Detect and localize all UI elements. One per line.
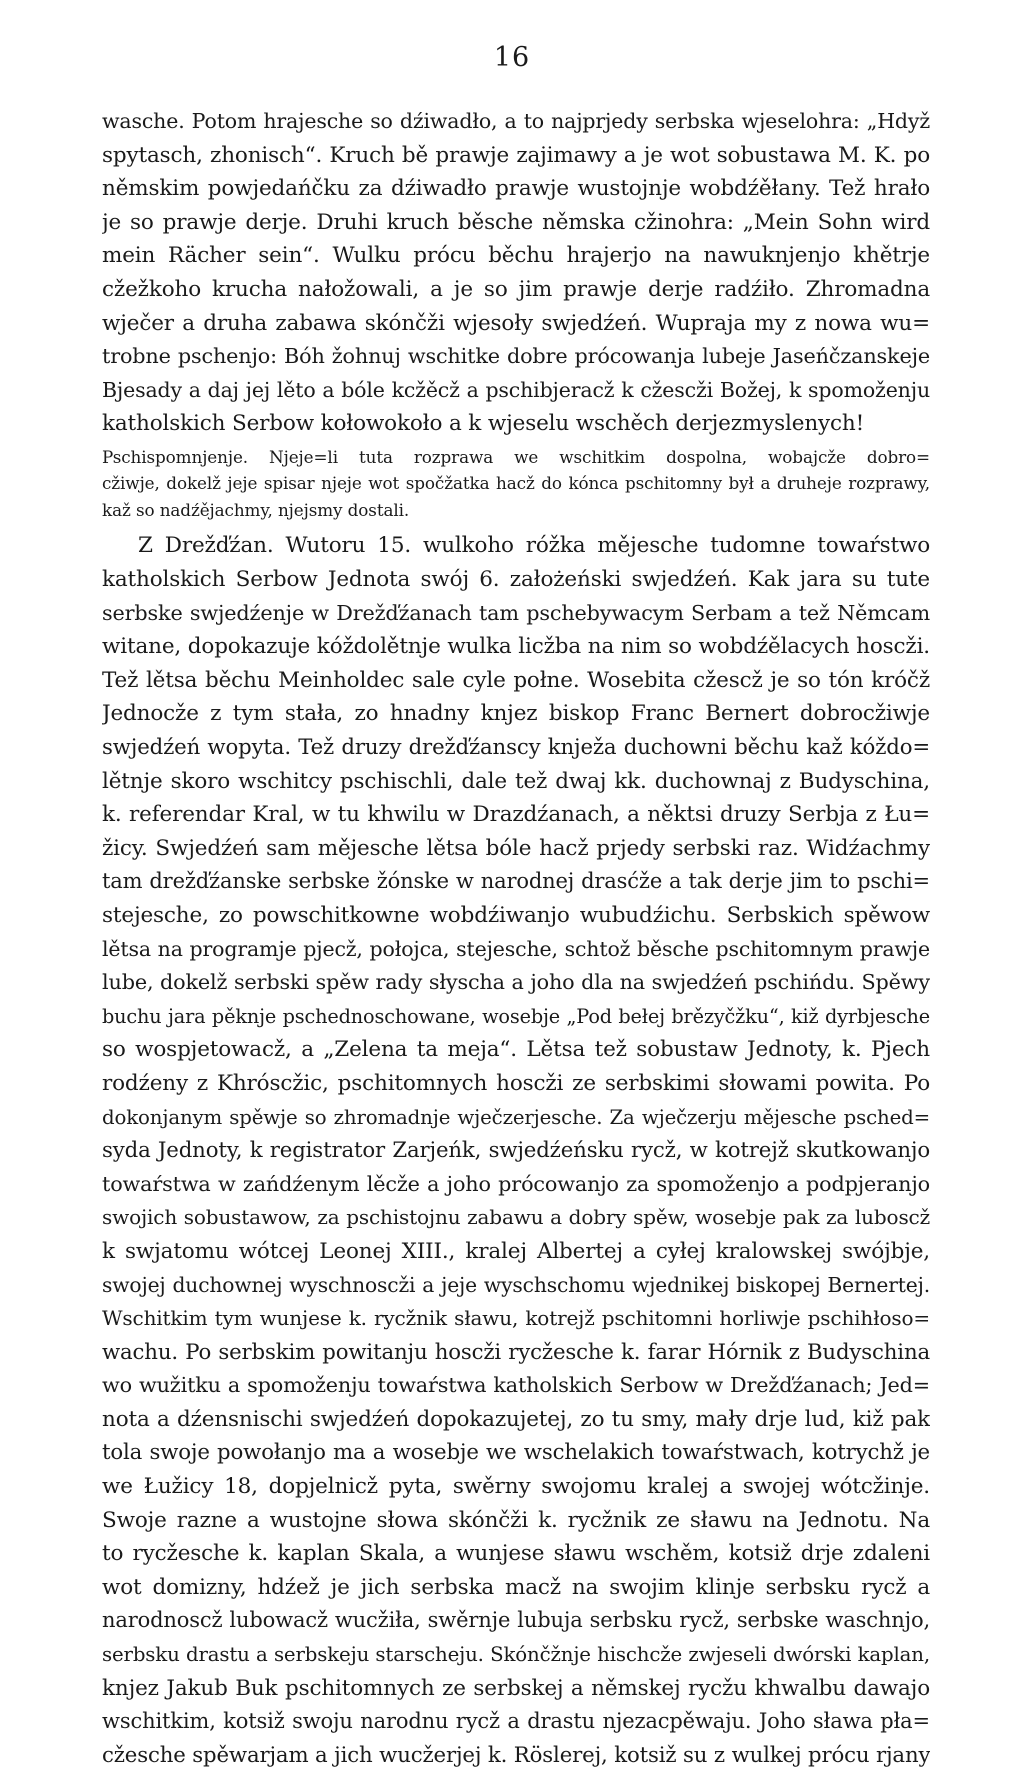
text-line: stejesche, zo powschitkowne wobdźiwanjo wubudźichu. Serbskich spěwow bbox=[102, 902, 930, 928]
text-line: swjedźeń wopyta. Tež druzy drežďźanscy knježa duchowni běchu kaž kóždo= bbox=[102, 735, 930, 760]
text-line: wachu. Po serbskim powitanju hoscži rycžesche k. farar Hórnik z Budyschina bbox=[102, 1339, 930, 1365]
text-line: dokonjanym spěwje so zhromadnje wječzerjesche. Za wječzerju mějesche psched= bbox=[102, 1105, 930, 1129]
text-line: buchu jara pěknje pschednoschowane, wosebje „Pod bełej brězyčžku“, kiž dyrbjesche bbox=[102, 1004, 930, 1028]
footnote-line: cžiwje, dokelž jeje spisar njeje wot spočžatka hacž do kónca pschitomny był a druheje rozprawy, bbox=[102, 473, 930, 494]
text-line: wo wužitku a spomoženju towaŕstwa katholskich Serbow w Drežďźanach; Jed= bbox=[102, 1373, 930, 1398]
page-number: 16 bbox=[493, 42, 531, 73]
text-line: k. referendar Kral, w tu khwilu w Drazdźanach, a něktsi druzy Serbja z Łu= bbox=[102, 802, 930, 828]
text-line: trobne pschenjo: Bóh žohnuj wschitke dobre prócowanja lubeje Jaseńčzanskeje bbox=[102, 344, 930, 369]
text-line: serbsku drastu a serbskeju starscheju. Skónčžnje hischcže zwjeseli dwórski kaplan, bbox=[102, 1643, 930, 1667]
text-line: mein Rächer sein“. Wulku prócu běchu hrajerjo na nawuknjenjo khětrje bbox=[102, 243, 930, 269]
text-line: lětnje skoro wschitcy pschischli, dale tež dwaj kk. duchownaj z Budyschina, bbox=[102, 768, 930, 794]
text-line: cžesche spěwarjam a jich wucžerjej k. Röslerej, kotsiž su z wulkej prócu rjany bbox=[102, 1742, 930, 1768]
text-line: lube, dokelž serbski spěw rady słyscha a joho dla na swjedźeń pschińdu. Spěwy bbox=[102, 970, 930, 995]
text-line: wasche. Potom hrajesche so dźiwadło, a to najprjedy serbska wjeselohra: „Hdyž bbox=[102, 109, 930, 133]
text-line: syda Jednoty, k registrator Zarjeńk, swjedźeńsku rycž, w kotrejž skutkowanjo bbox=[102, 1138, 930, 1164]
footnote-line: Pschispomnjenje. Njeje=li tuta rozprawa we wschitkim dospolna, wobajcže dobro= bbox=[102, 446, 930, 467]
text-line: katholskich Serbow kołowokoło a k wjeselu wschěch derjezmyslenych! bbox=[102, 411, 865, 437]
text-line: spytasch, zhonisch“. Kruch bě prawje zajimawy a je wot sobustawa M. K. po bbox=[102, 142, 930, 168]
text-line: Jednocže z tym stała, zo hnadny knjez biskop Franc Bernert dobrocžiwje bbox=[102, 701, 930, 727]
body-text bbox=[102, 105, 930, 1772]
text-line: k swjatomu wótcej Leonej XIII., kralej Albertej a cyłej kralowskej swójbje, bbox=[102, 1238, 930, 1264]
text-line: Tež lětsa běchu Meinholdec sale cyle połne. Wosebita cžescž je so tón króčž bbox=[102, 667, 930, 693]
text-line: Swoje razne a wustojne słowa skónčži k. rycžnik ze sławu na Jednotu. Na bbox=[102, 1507, 930, 1533]
text-line: towaŕstwa w zańdźenym lěcže a joho prócowanjo za spomoženjo a podpjeranjo bbox=[102, 1171, 930, 1196]
text-line: je so prawje derje. Druhi kruch běsche němska cžinohra: „Mein Sohn wird bbox=[102, 209, 930, 235]
text-line: cžežkoho krucha nałožowali, a je so jim prawje derje radźiło. Zhromadna bbox=[102, 276, 930, 302]
text-line: to rycžesche k. kaplan Skala, a wunjese sławu wschěm, kotsiž drje zdaleni bbox=[102, 1541, 930, 1567]
text-line: witane, dopokazuje kóždolětnje wulka licžba na nim so wobdźělacych hoscži. bbox=[102, 634, 930, 660]
text-line: nota a dźensnischi swjedźeń dopokazujetej, zo tu smy, mały drje lud, kiž pak bbox=[102, 1406, 930, 1432]
text-line: swojich sobustawow, za pschistojnu zabawu a dobry spěw, wosebje pak za luboscž bbox=[102, 1205, 930, 1230]
footnote-line: kaž so nadźějachmy, njejsmy dostali. bbox=[102, 499, 410, 520]
text-line: tola swoje powołanjo ma a wosebje we wschelakich towaŕstwach, kotrychž je bbox=[102, 1440, 930, 1466]
text-line: we Łužicy 18, dopjelnicž pyta, swěrny swojomu kralej a swojej wótcžinje. bbox=[102, 1474, 930, 1500]
text-line: lětsa na programje pjecž, połojca, stejesche, schtož běsche pschitomnym prawje bbox=[102, 936, 930, 961]
text-line: wot domizny, hdźež je jich serbska macž na swojim klinje serbsku rycž a bbox=[102, 1574, 930, 1600]
text-line: Z Drežďźan. Wutoru 15. wulkoho róžka mějesche tudomne towaŕstwo bbox=[138, 533, 930, 559]
text-line: tam drežďźanske serbske žónske w narodnej drasćže a tak derje jim to pschi= bbox=[102, 869, 930, 894]
text-line: Bjesady a daj jej lěto a bóle kcžěcž a pschibjeracž k cžescži Božej, k spomoženju bbox=[102, 377, 930, 402]
text-line: wschitkim, kotsiž swoju narodnu rycž a drastu njezacpěwaju. Joho sława pła= bbox=[102, 1709, 930, 1734]
text-line: Wschitkim tym wunjese k. rycžnik sławu, kotrejž pschitomni horliwje pschihłoso= bbox=[102, 1306, 930, 1331]
text-line: katholskich Serbow Jednota swój 6. założeński swjedźeń. Kak jara su tute bbox=[102, 567, 930, 593]
text-line: serbske swjedźenje w Drežďźanach tam pschebywacym Serbam a tež Němcam bbox=[102, 600, 930, 625]
text-line: žicy. Swjedźeń sam mějesche lětsa bóle hacž prjedy serbski raz. Widźachmy bbox=[102, 835, 930, 861]
text-line: swojej duchownej wyschnoscži a jeje wyschschomu wjednikej biskopej Bernertej. bbox=[102, 1272, 930, 1297]
text-line: narodnoscž lubowacž wucžiła, swěrnje lubuja serbsku rycž, serbske waschnjo, bbox=[102, 1608, 930, 1633]
text-line: knjez Jakub Buk pschitomnych ze serbskej a němskej rycžu khwalbu dawajo bbox=[102, 1675, 930, 1701]
text-line: rodźeny z Khróscžic, pschitomnych hoscži ze serbskimi słowami powita. Po bbox=[102, 1070, 930, 1096]
text-line: so wospjetowacž, a „Zelena ta meja“. Lětsa tež sobustaw Jednoty, k. Pjech bbox=[102, 1037, 930, 1063]
text-line: wječer a druha zabawa skónčži wjesoły swjedźeń. Wupraja my z nowa wu= bbox=[102, 310, 930, 336]
text-line: němskim powjedańčku za dźiwadło prawje wustojnje wobdźěłany. Tež hrało bbox=[102, 176, 930, 202]
